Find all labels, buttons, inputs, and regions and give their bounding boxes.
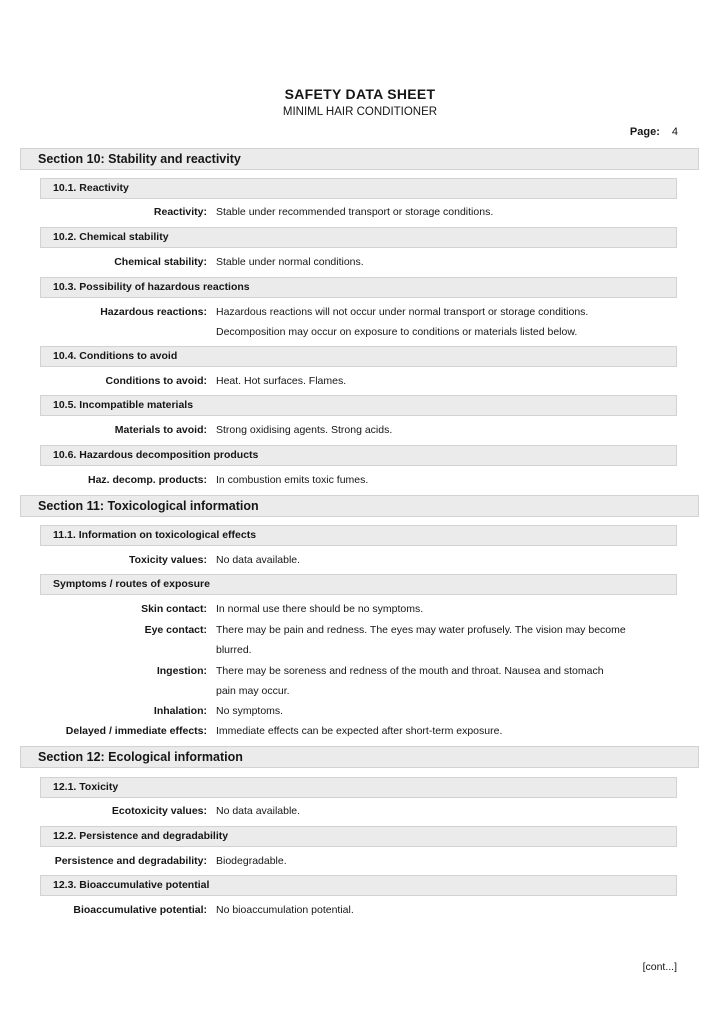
section-11-header: Section 11: Toxicological information <box>20 495 699 517</box>
page-number: 4 <box>671 126 678 138</box>
subsection-10-2-header: 10.2. Chemical stability <box>40 227 677 248</box>
field-row-delayed-effects <box>0 721 681 741</box>
field-label: Toxicity values: <box>128 554 207 566</box>
field-row-materials-to-avoid <box>0 420 681 440</box>
subsection-10-4-header: 10.4. Conditions to avoid <box>40 346 677 367</box>
field-row-bioaccumulative <box>0 900 681 920</box>
symptoms-routes-header: Symptoms / routes of exposure <box>40 574 677 595</box>
field-value: Biodegradable. <box>216 855 287 867</box>
field-label: Ecotoxicity values: <box>111 805 207 817</box>
field-label: Eye contact: <box>144 624 207 636</box>
field-row-persistence <box>0 851 681 871</box>
subsection-11-1-header: 11.1. Information on toxicological effects <box>40 525 677 546</box>
field-value: No bioaccumulation potential. <box>216 904 354 916</box>
field-label: Delayed / immediate effects: <box>65 725 207 737</box>
section-12-header: Section 12: Ecological information <box>20 746 699 768</box>
field-value: Hazardous reactions will not occur under normal transport or storage conditions. Decomposition may occur on exposure to conditions or materials listed below. <box>216 306 589 338</box>
field-row-toxicity-values <box>0 550 681 570</box>
field-label: Hazardous reactions: <box>100 306 207 318</box>
subsection-12-3-header: 12.3. Bioaccumulative potential <box>40 875 677 896</box>
field-value: Stable under recommended transport or storage conditions. <box>216 206 494 218</box>
subsection-10-3-header: 10.3. Possibility of hazardous reactions <box>40 277 677 298</box>
field-value: There may be soreness and redness of the mouth and throat. Nausea and stomach pain may occur. <box>216 665 604 697</box>
field-label: Materials to avoid: <box>114 424 207 436</box>
page-label: Page: <box>629 126 660 138</box>
field-label: Ingestion: <box>156 665 207 677</box>
subsection-12-1-header: 12.1. Toxicity <box>40 777 677 798</box>
field-value: No data available. <box>216 805 301 817</box>
subsection-10-5-header: 10.5. Incompatible materials <box>40 395 677 416</box>
continuation-marker: [cont...] <box>642 961 677 973</box>
field-value: Immediate effects can be expected after short-term exposure. <box>216 725 503 737</box>
field-label: Reactivity: <box>153 206 207 218</box>
field-row-ingestion <box>0 661 681 701</box>
field-label: Conditions to avoid: <box>105 375 207 387</box>
subsection-10-6-header: 10.6. Hazardous decomposition products <box>40 445 677 466</box>
field-value: Strong oxidising agents. Strong acids. <box>216 424 393 436</box>
subsection-10-1-header: 10.1. Reactivity <box>40 178 677 199</box>
section-10-header: Section 10: Stability and reactivity <box>20 148 699 170</box>
field-value: No symptoms. <box>216 705 284 717</box>
field-row-hazardous-reactions <box>0 302 681 342</box>
product-name: MINIML HAIR CONDITIONER <box>282 106 438 118</box>
field-value: No data available. <box>216 554 301 566</box>
field-label: Inhalation: <box>153 705 207 717</box>
field-row-ecotoxicity-values <box>0 801 681 821</box>
field-value: Heat. Hot surfaces. Flames. <box>216 375 347 387</box>
field-row-conditions-to-avoid <box>0 371 681 391</box>
page-indicator <box>630 126 678 138</box>
field-row-reactivity <box>0 202 681 222</box>
field-row-skin-contact <box>0 599 681 619</box>
document-title: SAFETY DATA SHEET <box>284 86 436 102</box>
field-label: Persistence and degradability: <box>54 855 207 867</box>
field-row-inhalation <box>0 701 681 721</box>
field-label: Haz. decomp. products: <box>87 474 207 486</box>
field-label: Skin contact: <box>141 603 207 615</box>
field-value: Stable under normal conditions. <box>216 256 364 268</box>
field-row-eye-contact <box>0 620 681 660</box>
subsection-12-2-header: 12.2. Persistence and degradability <box>40 826 677 847</box>
field-value: In normal use there should be no symptoms. <box>216 603 424 615</box>
field-row-haz-decomp-products <box>0 470 681 490</box>
field-value: In combustion emits toxic fumes. <box>216 474 369 486</box>
field-label: Chemical stability: <box>114 256 207 268</box>
field-row-chemical-stability <box>0 252 681 272</box>
field-value: There may be pain and redness. The eyes may water profusely. The vision may become blurred. <box>216 624 626 656</box>
field-label: Bioaccumulative potential: <box>73 904 207 916</box>
